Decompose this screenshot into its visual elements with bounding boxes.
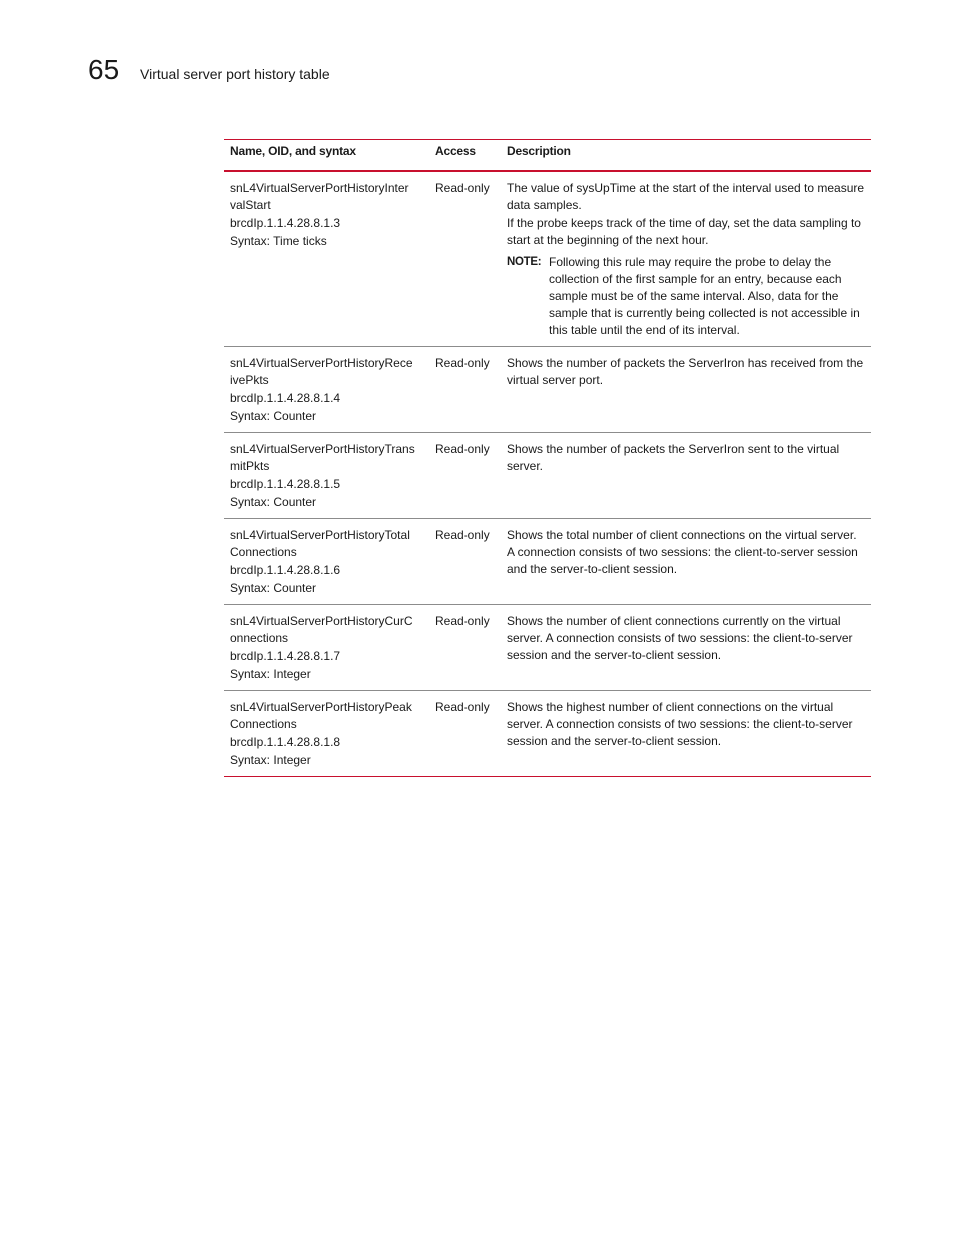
description-paragraph: Shows the highest number of client connections on the virtual server. A connection consists of two sessions: the client-to-server session and the server-to-client session. bbox=[507, 700, 853, 748]
description-cell bbox=[501, 605, 871, 691]
table-body bbox=[224, 171, 871, 777]
object-oid: brcdIp.1.1.4.28.8.1.4 bbox=[230, 391, 341, 405]
description-paragraph: The value of sysUpTime at the start of the interval used to measure data samples. bbox=[507, 181, 865, 212]
object-oid: brcdIp.1.1.4.28.8.1.3 bbox=[230, 216, 341, 230]
chapter-title: Virtual server port history table bbox=[140, 66, 330, 82]
table-row bbox=[224, 691, 871, 777]
object-name-part: snL4VirtualServerPortHistoryTotal bbox=[230, 528, 410, 542]
object-syntax: Syntax: Counter bbox=[230, 495, 317, 509]
object-name-cell bbox=[224, 171, 429, 347]
description-cell bbox=[501, 691, 871, 777]
object-syntax: Syntax: Integer bbox=[230, 753, 311, 767]
description-cell bbox=[501, 347, 871, 433]
object-name-part: snL4VirtualServerPortHistoryInter bbox=[230, 181, 409, 195]
object-name bbox=[230, 355, 423, 389]
description-cell bbox=[501, 433, 871, 519]
object-name-part: ivePkts bbox=[230, 373, 269, 387]
object-name-part: onnections bbox=[230, 631, 289, 645]
object-name-part: snL4VirtualServerPortHistoryPeak bbox=[230, 700, 412, 714]
object-name-cell bbox=[224, 605, 429, 691]
description-paragraph: Shows the number of client connections currently on the virtual server. A connection consists of two sessions: the client-to-server session and the server-to-client session. bbox=[507, 614, 853, 662]
description-paragraph: Shows the total number of client connections on the virtual server. A connection consists of two sessions: the client-to-server session and the server-to-client session. bbox=[507, 528, 858, 576]
access-cell: Read-only bbox=[435, 356, 490, 370]
object-name-part: snL4VirtualServerPortHistoryCurC bbox=[230, 614, 413, 628]
object-oid: brcdIp.1.1.4.28.8.1.8 bbox=[230, 735, 341, 749]
object-name bbox=[230, 180, 423, 214]
object-name-cell bbox=[224, 433, 429, 519]
column-header-description: Description bbox=[507, 144, 571, 158]
table-header bbox=[224, 140, 871, 172]
object-syntax: Syntax: Time ticks bbox=[230, 234, 327, 248]
description-paragraph: If the probe keeps track of the time of day, set the data sampling to start at the beginning of the next hour. bbox=[507, 216, 861, 247]
object-name bbox=[230, 613, 423, 647]
table-header-row bbox=[224, 140, 871, 172]
access-cell: Read-only bbox=[435, 442, 490, 456]
chapter-number: 65 bbox=[88, 54, 120, 85]
access-cell: Read-only bbox=[435, 700, 490, 714]
object-syntax: Syntax: Counter bbox=[230, 409, 317, 423]
description-paragraph: Shows the number of packets the ServerIron has received from the virtual server port. bbox=[507, 356, 864, 387]
object-name bbox=[230, 441, 423, 475]
access-cell: Read-only bbox=[435, 181, 490, 195]
table-row bbox=[224, 171, 871, 347]
table-row bbox=[224, 605, 871, 691]
object-name-part: Connections bbox=[230, 717, 297, 731]
access-cell: Read-only bbox=[435, 528, 490, 542]
object-name-part: mitPkts bbox=[230, 459, 270, 473]
object-oid: brcdIp.1.1.4.28.8.1.5 bbox=[230, 477, 341, 491]
table-row bbox=[224, 519, 871, 605]
description-paragraph: Shows the number of packets the ServerIron sent to the virtual server. bbox=[507, 442, 840, 473]
note-text: Following this rule may require the probe to delay the collection of the first sample for an entry, because each sample must be of the same interval. Also, data for the sample that is currently being collected is not accessible in this table until the end of its interval. bbox=[549, 255, 860, 337]
object-oid: brcdIp.1.1.4.28.8.1.7 bbox=[230, 649, 341, 663]
object-syntax: Syntax: Counter bbox=[230, 581, 317, 595]
object-name bbox=[230, 699, 423, 733]
object-name-cell bbox=[224, 519, 429, 605]
note-block bbox=[507, 254, 865, 339]
access-cell: Read-only bbox=[435, 614, 490, 628]
object-name-cell bbox=[224, 347, 429, 433]
object-name-cell bbox=[224, 691, 429, 777]
mib-object-table bbox=[224, 139, 871, 777]
description-cell bbox=[501, 171, 871, 347]
column-header-access: Access bbox=[435, 144, 476, 158]
object-name bbox=[230, 527, 423, 561]
table-row bbox=[224, 433, 871, 519]
description-cell bbox=[501, 519, 871, 605]
column-header-name: Name, OID, and syntax bbox=[230, 144, 356, 158]
object-name-part: snL4VirtualServerPortHistoryRece bbox=[230, 356, 413, 370]
object-name-part: valStart bbox=[230, 198, 271, 212]
object-oid: brcdIp.1.1.4.28.8.1.6 bbox=[230, 563, 341, 577]
object-name-part: Connections bbox=[230, 545, 297, 559]
note-label: NOTE: bbox=[507, 256, 542, 268]
object-syntax: Syntax: Integer bbox=[230, 667, 311, 681]
table-row bbox=[224, 347, 871, 433]
object-name-part: snL4VirtualServerPortHistoryTrans bbox=[230, 442, 415, 456]
